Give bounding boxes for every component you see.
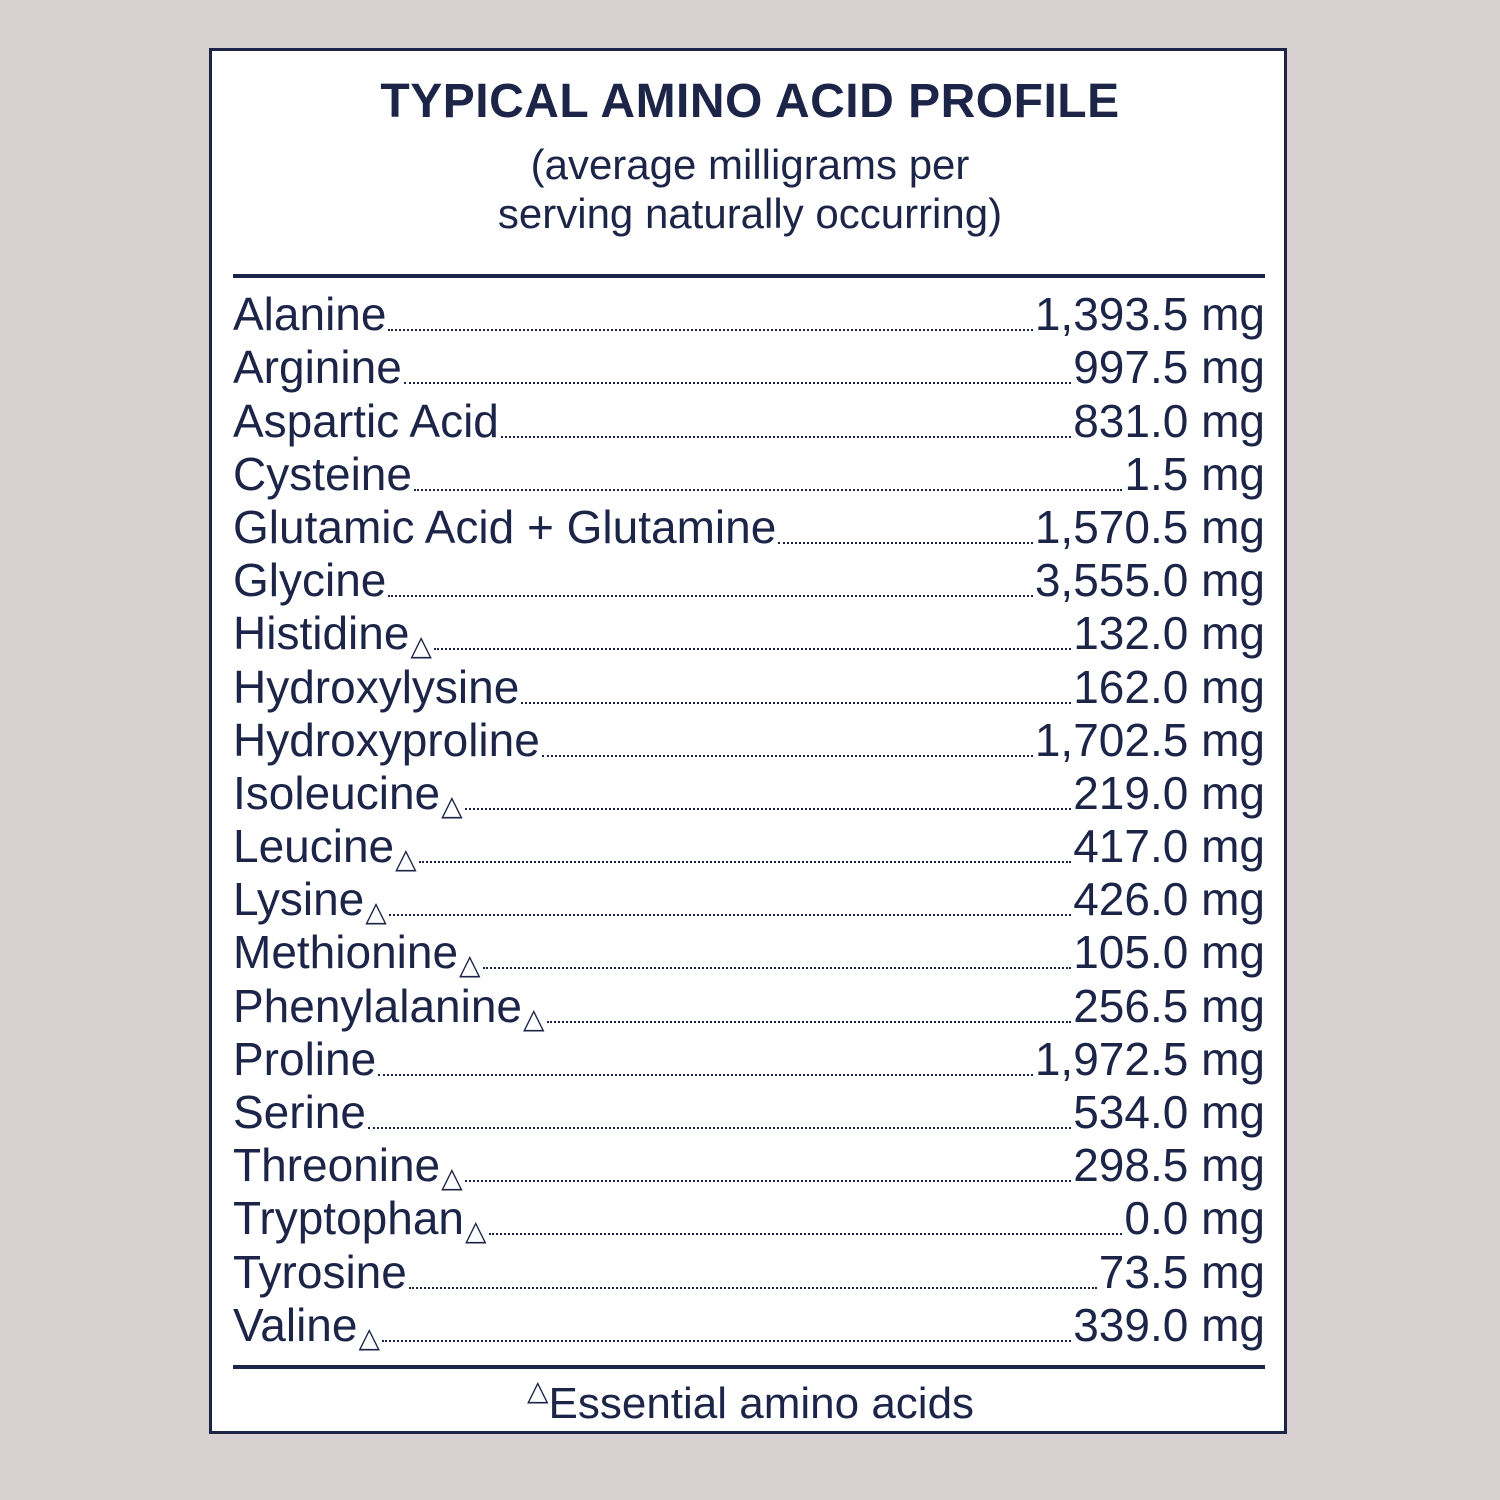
amino-acid-name: Valine [233, 1298, 358, 1351]
triangle-icon: △ [358, 1321, 381, 1353]
table-row [233, 1033, 1265, 1086]
subtitle-line-2: serving naturally occurring) [497, 190, 1003, 237]
amino-acid-amount: 1,570.5 mg [1034, 500, 1265, 553]
amino-acid-name: Threonine [233, 1139, 441, 1192]
dotted-leader [382, 1340, 1071, 1342]
profile-subtitle [0, 140, 1500, 238]
triangle-icon: △ [459, 949, 481, 981]
table-row [233, 288, 1265, 341]
amino-acid-name: Lysine [233, 873, 365, 926]
amino-acid-name: Arginine [233, 341, 402, 394]
table-row [233, 1299, 1265, 1352]
dotted-leader [483, 967, 1072, 969]
amino-acid-name: Serine [233, 1086, 366, 1138]
triangle-icon: △ [526, 1375, 549, 1406]
dotted-leader [547, 1021, 1072, 1023]
dotted-leader [409, 1287, 1097, 1289]
dotted-leader [414, 489, 1122, 491]
amino-acid-amount: 1,972.5 mg [1034, 1032, 1265, 1085]
triangle-icon: △ [441, 1162, 463, 1194]
amino-acid-name: Methionine [233, 926, 459, 979]
triangle-icon: △ [441, 789, 463, 821]
dotted-leader [389, 914, 1071, 916]
amino-acid-amount: 997.5 mg [1073, 341, 1265, 394]
triangle-icon: △ [395, 843, 417, 875]
dotted-leader [368, 1127, 1071, 1129]
dotted-leader [378, 1074, 1033, 1076]
table-row [233, 607, 1265, 660]
amino-acid-amount: 298.5 mg [1073, 1139, 1265, 1192]
amino-acid-amount: 162.0 mg [1073, 660, 1265, 713]
amino-acid-name: Tyrosine [233, 1245, 407, 1298]
amino-acid-name: Aspartic Acid [233, 394, 499, 447]
dotted-leader [434, 648, 1071, 650]
triangle-icon: △ [465, 1215, 487, 1247]
dotted-leader [521, 702, 1071, 704]
amino-acid-amount: 219.0 mg [1073, 766, 1265, 819]
amino-acid-amount: 534.0 mg [1073, 1086, 1265, 1138]
amino-acid-name: Alanine [233, 288, 387, 341]
table-row [233, 341, 1265, 394]
table-row [233, 714, 1265, 767]
table-row [233, 1139, 1265, 1192]
amino-acid-amount: 1,702.5 mg [1034, 713, 1265, 766]
table-row [233, 1245, 1265, 1298]
table-row [233, 501, 1265, 554]
amino-acid-amount: 132.0 mg [1073, 607, 1265, 660]
dotted-leader [388, 329, 1032, 331]
amino-acid-name: Glutamic Acid + Glutamine [233, 500, 777, 553]
dotted-leader [404, 382, 1071, 384]
amino-acid-amount: 417.0 mg [1073, 820, 1265, 873]
triangle-icon: △ [410, 630, 432, 662]
table-row [233, 448, 1265, 501]
table-row [233, 926, 1265, 979]
subtitle-line-1: (average milligrams per [530, 141, 970, 188]
amino-acid-name: Isoleucine [233, 766, 441, 819]
amino-acid-name: Histidine [233, 607, 410, 660]
table-row [233, 979, 1265, 1032]
dotted-leader [778, 542, 1033, 544]
amino-acid-amount: 256.5 mg [1073, 979, 1265, 1032]
top-divider [233, 274, 1265, 278]
dotted-leader [489, 1233, 1123, 1235]
amino-acid-amount: 831.0 mg [1073, 394, 1265, 447]
amino-acid-amount: 426.0 mg [1073, 873, 1265, 926]
amino-acid-amount: 73.5 mg [1098, 1245, 1265, 1298]
amino-acid-amount: 105.0 mg [1073, 926, 1265, 979]
footnote-text: Essential amino acids [548, 1379, 975, 1428]
triangle-icon: △ [523, 1002, 545, 1034]
table-row [233, 1086, 1265, 1139]
essential-footnote [0, 1377, 1500, 1430]
amino-acid-name: Phenylalanine [233, 979, 523, 1032]
profile-title: TYPICAL AMINO ACID PROFILE [380, 75, 1120, 128]
amino-acid-name: Hydroxylysine [233, 660, 520, 713]
bottom-divider [233, 1365, 1265, 1369]
amino-acid-name: Proline [233, 1032, 377, 1085]
amino-acid-amount: 339.0 mg [1073, 1298, 1265, 1351]
dotted-leader [388, 595, 1032, 597]
amino-acid-name: Tryptophan [233, 1192, 464, 1245]
triangle-icon: △ [365, 896, 387, 928]
table-row [233, 394, 1265, 447]
amino-acid-name: Glycine [233, 554, 387, 607]
table-row [233, 660, 1265, 713]
table-row [233, 820, 1265, 873]
dotted-leader [542, 755, 1033, 757]
table-row [233, 873, 1265, 926]
dotted-leader [419, 861, 1072, 863]
dotted-leader [465, 1180, 1072, 1182]
amino-acid-amount: 0.0 mg [1124, 1192, 1265, 1245]
amino-acid-list [233, 288, 1265, 1352]
dotted-leader [501, 436, 1071, 438]
amino-acid-name: Cysteine [233, 447, 412, 500]
amino-acid-amount: 1,393.5 mg [1034, 288, 1265, 341]
amino-acid-name: Hydroxyproline [233, 713, 540, 766]
amino-acid-amount: 3,555.0 mg [1034, 554, 1265, 607]
table-row [233, 1192, 1265, 1245]
table-row [233, 767, 1265, 820]
amino-acid-amount: 1.5 mg [1124, 447, 1265, 500]
amino-acid-name: Leucine [233, 820, 395, 873]
dotted-leader [465, 808, 1072, 810]
table-row [233, 554, 1265, 607]
